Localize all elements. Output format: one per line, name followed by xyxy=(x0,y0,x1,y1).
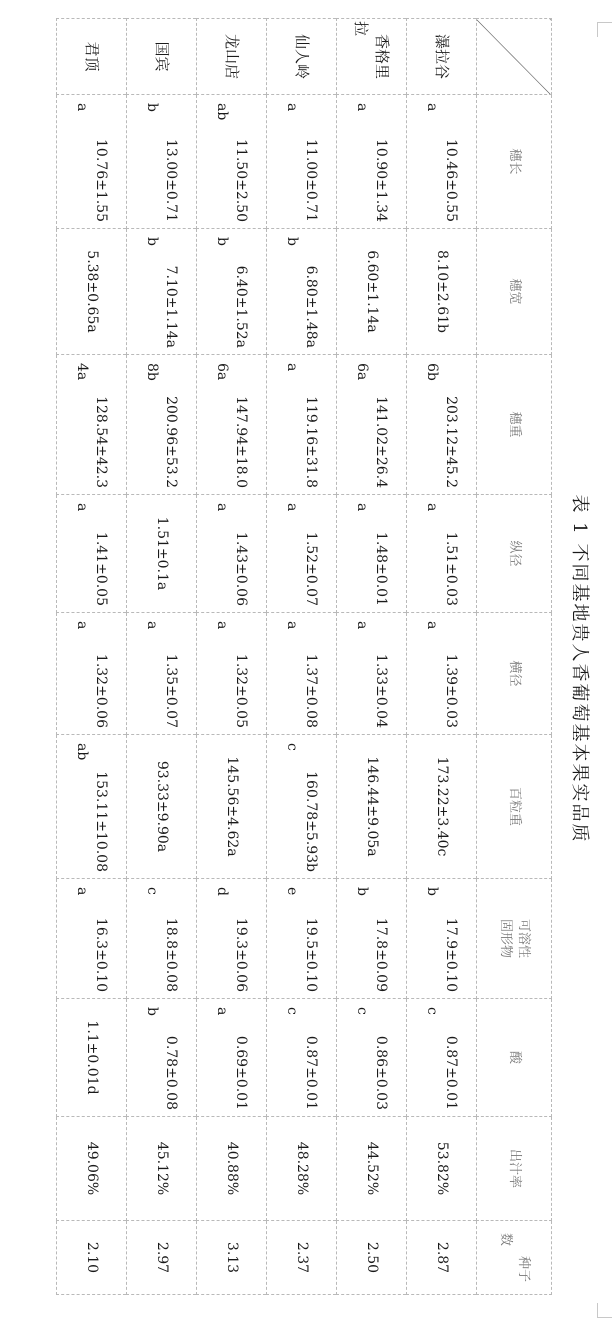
cell-value-line: a xyxy=(424,503,441,512)
cell-value-line: 7.10±1.14a xyxy=(163,265,180,348)
site-name-line: 国宾 xyxy=(152,41,171,72)
cell-juice-rate xyxy=(197,1117,267,1221)
cell-value-line: ab xyxy=(214,103,231,121)
cell-value-line: 16.3±0.10 xyxy=(93,917,110,992)
cell-value-line: 13.00±0.71 xyxy=(163,139,180,222)
cell-value-line: 6b xyxy=(424,363,441,381)
site-name-line: 仙人岭 xyxy=(292,33,311,79)
cell-value-line: 203.12±45.2 xyxy=(443,396,460,488)
cell-transverse-diameter xyxy=(337,613,407,735)
cell-acid xyxy=(337,999,407,1117)
cell-value-line: 4a xyxy=(74,363,91,381)
table-row xyxy=(267,19,337,1295)
cell-value-line: b xyxy=(424,887,441,896)
site-name-cell xyxy=(127,19,197,95)
cell-value-line: 1.51±0.1a xyxy=(153,516,170,591)
cell-value-line: a xyxy=(214,1007,231,1016)
cell-value-line: a xyxy=(284,621,301,630)
cell-value-line: d xyxy=(214,887,231,896)
cell-value-line: 0.87±0.01 xyxy=(443,1035,460,1110)
cell-value-line: 160.78±5.93b xyxy=(303,771,320,872)
cell-value-line: a xyxy=(284,503,301,512)
cell-value-line: 1.37±0.08 xyxy=(303,653,320,728)
site-name-line: 龙山店 xyxy=(222,33,241,79)
cell-ear-length xyxy=(57,95,127,229)
cell-value-line: b xyxy=(144,103,161,112)
header-seed-count xyxy=(477,1221,552,1295)
table-row xyxy=(127,19,197,1295)
cell-ear-width xyxy=(337,229,407,355)
cell-value-line: 2.37 xyxy=(293,1241,310,1274)
cell-value-line: ab xyxy=(74,743,91,761)
cell-ear-width xyxy=(197,229,267,355)
cell-value-line: b xyxy=(284,237,301,246)
cell-value-line: c xyxy=(144,887,161,895)
cell-value-line: a xyxy=(354,503,371,512)
table-row xyxy=(57,19,127,1295)
cell-value-line: 6.60±1.14a xyxy=(363,250,380,333)
cell-value-line: 2.50 xyxy=(363,1241,380,1274)
cell-value-line: 0.69±0.01 xyxy=(233,1035,250,1110)
cell-value-line: 1.33±0.04 xyxy=(373,653,390,728)
cell-value-line: 10.90±1.34 xyxy=(373,139,390,222)
corner-diagonal-cell xyxy=(477,19,552,95)
cell-juice-rate xyxy=(407,1117,477,1221)
cell-value-line: 146.44±9.05a xyxy=(363,756,380,857)
cell-value-line: 1.48±0.01 xyxy=(373,531,390,606)
cell-value-line: 3.13 xyxy=(223,1241,240,1274)
cell-value-line: c xyxy=(424,1007,441,1015)
cell-ear-length xyxy=(337,95,407,229)
cell-value-line: b xyxy=(144,237,161,246)
table-caption: 表 1 不同基地贵人香葡萄基本果实品质 xyxy=(569,494,590,844)
cell-hundred-berry-weight xyxy=(267,735,337,879)
header-acid: 酸 xyxy=(477,999,552,1117)
cell-ear-weight xyxy=(337,355,407,495)
cell-seed-count xyxy=(57,1221,127,1295)
header-line: 数 xyxy=(498,1233,513,1247)
site-name-cell xyxy=(267,19,337,95)
cell-value-line: a xyxy=(214,503,231,512)
cell-value-line: 49.06% xyxy=(83,1141,100,1196)
header-ear-weight: 穗重 xyxy=(477,355,552,495)
table-row xyxy=(337,19,407,1295)
cell-longitudinal-diameter xyxy=(407,495,477,613)
cell-value-line: e xyxy=(284,887,301,896)
header-soluble-solids xyxy=(477,879,552,999)
cell-value-line: 0.87±0.01 xyxy=(303,1035,320,1110)
cell-longitudinal-diameter xyxy=(337,495,407,613)
cell-value-line: 0.78±0.08 xyxy=(163,1035,180,1110)
table-row xyxy=(407,19,477,1295)
cell-value-line: 173.22±3.40c xyxy=(433,756,450,857)
cell-value-line: 6.80±1.48a xyxy=(303,265,320,348)
cell-value-line: 11.00±0.71 xyxy=(303,139,320,222)
cell-value-line: 2.97 xyxy=(153,1241,170,1274)
cell-transverse-diameter xyxy=(267,613,337,735)
cell-soluble-solids xyxy=(57,879,127,999)
cell-value-line: 19.5±0.10 xyxy=(303,917,320,992)
cell-ear-width xyxy=(127,229,197,355)
cell-juice-rate xyxy=(337,1117,407,1221)
cell-soluble-solids xyxy=(337,879,407,999)
cell-juice-rate xyxy=(267,1117,337,1221)
cell-value-line: 2.10 xyxy=(83,1241,100,1274)
cell-value-line: 53.82% xyxy=(433,1141,450,1196)
cell-value-line: a xyxy=(354,103,371,112)
cell-transverse-diameter xyxy=(57,613,127,735)
cell-value-line: 40.88% xyxy=(223,1141,240,1196)
cell-value-line: 10.46±0.55 xyxy=(443,139,460,222)
cell-acid xyxy=(407,999,477,1117)
cell-ear-weight xyxy=(407,355,477,495)
site-name-line: 君顶 xyxy=(82,41,101,72)
cell-value-line: 8.10±2.61b xyxy=(433,249,450,334)
cell-value-line: 2.87 xyxy=(433,1241,450,1274)
cell-soluble-solids xyxy=(127,879,197,999)
cell-value-line: 44.52% xyxy=(363,1141,380,1196)
cell-value-line: 119.16±31.8 xyxy=(303,396,320,488)
cell-hundred-berry-weight xyxy=(197,735,267,879)
cell-value-line: 147.94±18.0 xyxy=(233,396,250,488)
site-name-cell xyxy=(197,19,267,95)
cell-seed-count xyxy=(197,1221,267,1295)
cell-acid xyxy=(197,999,267,1117)
cell-value-line: 11.50±2.50 xyxy=(233,139,250,222)
header-juice-rate: 出汁率 xyxy=(477,1117,552,1221)
cell-seed-count xyxy=(127,1221,197,1295)
cell-acid xyxy=(267,999,337,1117)
cell-value-line: 10.76±1.55 xyxy=(93,139,110,222)
cell-value-line: b xyxy=(144,1007,161,1016)
site-name-line: 拉 xyxy=(352,21,371,37)
header-row xyxy=(477,19,552,1295)
cell-hundred-berry-weight xyxy=(407,735,477,879)
site-name-cell xyxy=(407,19,477,95)
cell-value-line: a xyxy=(424,621,441,630)
header-line: 可溶性 xyxy=(515,918,531,958)
cell-value-line: 1.52±0.07 xyxy=(303,531,320,606)
cell-value-line: 128.54±42.3 xyxy=(93,396,110,488)
cell-value-line: 1.32±0.05 xyxy=(233,653,250,728)
cell-value-line: a xyxy=(74,103,91,112)
cell-value-line: 1.41±0.05 xyxy=(93,531,110,606)
cell-value-line: 200.96±53.2 xyxy=(163,396,180,488)
cell-value-line: 6a xyxy=(354,363,371,381)
cell-longitudinal-diameter xyxy=(197,495,267,613)
cell-value-line: 141.02±26.4 xyxy=(373,396,390,488)
cell-hundred-berry-weight xyxy=(337,735,407,879)
cell-value-line: a xyxy=(74,503,91,512)
cell-value-line: 1.1±0.01d xyxy=(83,1020,100,1095)
cell-value-line: b xyxy=(214,237,231,246)
cell-value-line: 153.11±10.08 xyxy=(93,771,110,872)
cell-value-line: 45.12% xyxy=(153,1141,170,1196)
site-name-line: 香格里 xyxy=(372,33,391,79)
cell-value-line: 48.28% xyxy=(293,1141,310,1196)
cell-value-line: 145.56±4.62a xyxy=(223,756,240,857)
cell-ear-weight xyxy=(57,355,127,495)
header-ear-length: 穗长 xyxy=(477,95,552,229)
cell-transverse-diameter xyxy=(127,613,197,735)
cell-seed-count xyxy=(407,1221,477,1295)
site-name-line: 瀑拉谷 xyxy=(432,33,451,79)
header-ear-width: 穗宽 xyxy=(477,229,552,355)
cell-value-line: 1.39±0.03 xyxy=(443,653,460,728)
site-name-cell xyxy=(337,19,407,95)
cell-longitudinal-diameter xyxy=(127,495,197,613)
header-hundred-berry-weight: 百粒重 xyxy=(477,735,552,879)
cell-ear-weight xyxy=(197,355,267,495)
cell-hundred-berry-weight xyxy=(57,735,127,879)
header-transverse-diameter: 横径 xyxy=(477,613,552,735)
cell-value-line: a xyxy=(284,103,301,112)
cell-transverse-diameter xyxy=(197,613,267,735)
cell-value-line: a xyxy=(284,363,301,372)
cell-acid xyxy=(57,999,127,1117)
header-line: 种子 xyxy=(515,1255,531,1282)
cell-ear-length xyxy=(267,95,337,229)
cell-ear-width xyxy=(407,229,477,355)
cell-value-line: 1.43±0.06 xyxy=(233,531,250,606)
cell-value-line: c xyxy=(354,1007,371,1015)
cell-ear-width xyxy=(267,229,337,355)
header-longitudinal-diameter: 纵径 xyxy=(477,495,552,613)
fruit-quality-table xyxy=(56,18,552,1295)
cell-juice-rate xyxy=(127,1117,197,1221)
cell-soluble-solids xyxy=(267,879,337,999)
site-name-cell xyxy=(57,19,127,95)
cell-value-line: 18.8±0.08 xyxy=(163,917,180,992)
cell-value-line: 1.35±0.07 xyxy=(163,653,180,728)
cell-ear-length xyxy=(197,95,267,229)
cell-value-line: 6a xyxy=(214,363,231,381)
cell-value-line: 19.3±0.06 xyxy=(233,917,250,992)
cell-acid xyxy=(127,999,197,1117)
cell-longitudinal-diameter xyxy=(57,495,127,613)
cell-value-line: a xyxy=(354,621,371,630)
cell-value-line: 93.33±9.90a xyxy=(153,760,170,853)
cell-ear-width xyxy=(57,229,127,355)
cell-ear-weight xyxy=(127,355,197,495)
cell-value-line: a xyxy=(214,621,231,630)
table-row xyxy=(197,19,267,1295)
cell-value-line: c xyxy=(284,743,301,751)
cell-ear-weight xyxy=(267,355,337,495)
cell-soluble-solids xyxy=(407,879,477,999)
cell-seed-count xyxy=(337,1221,407,1295)
cell-seed-count xyxy=(267,1221,337,1295)
cell-value-line: 1.32±0.06 xyxy=(93,653,110,728)
cell-value-line: a xyxy=(74,887,91,896)
cell-hundred-berry-weight xyxy=(127,735,197,879)
header-line: 固形物 xyxy=(498,918,513,958)
cell-value-line: c xyxy=(284,1007,301,1015)
cell-value-line: a xyxy=(424,103,441,112)
cell-value-line: 5.38±0.65a xyxy=(83,250,100,333)
cell-value-line: a xyxy=(144,621,161,630)
cell-value-line: 17.9±0.10 xyxy=(443,917,460,992)
cell-value-line: 8b xyxy=(144,363,161,381)
cell-value-line: 0.86±0.03 xyxy=(373,1035,390,1110)
cell-longitudinal-diameter xyxy=(267,495,337,613)
cell-value-line: 6.40±1.52a xyxy=(233,265,250,348)
cell-value-line: a xyxy=(74,621,91,630)
cell-value-line: 17.8±0.09 xyxy=(373,917,390,992)
cell-value-line: 1.51±0.03 xyxy=(443,531,460,606)
cell-ear-length xyxy=(407,95,477,229)
cell-ear-length xyxy=(127,95,197,229)
cell-transverse-diameter xyxy=(407,613,477,735)
cell-soluble-solids xyxy=(197,879,267,999)
cell-juice-rate xyxy=(57,1117,127,1221)
cell-value-line: b xyxy=(354,887,371,896)
